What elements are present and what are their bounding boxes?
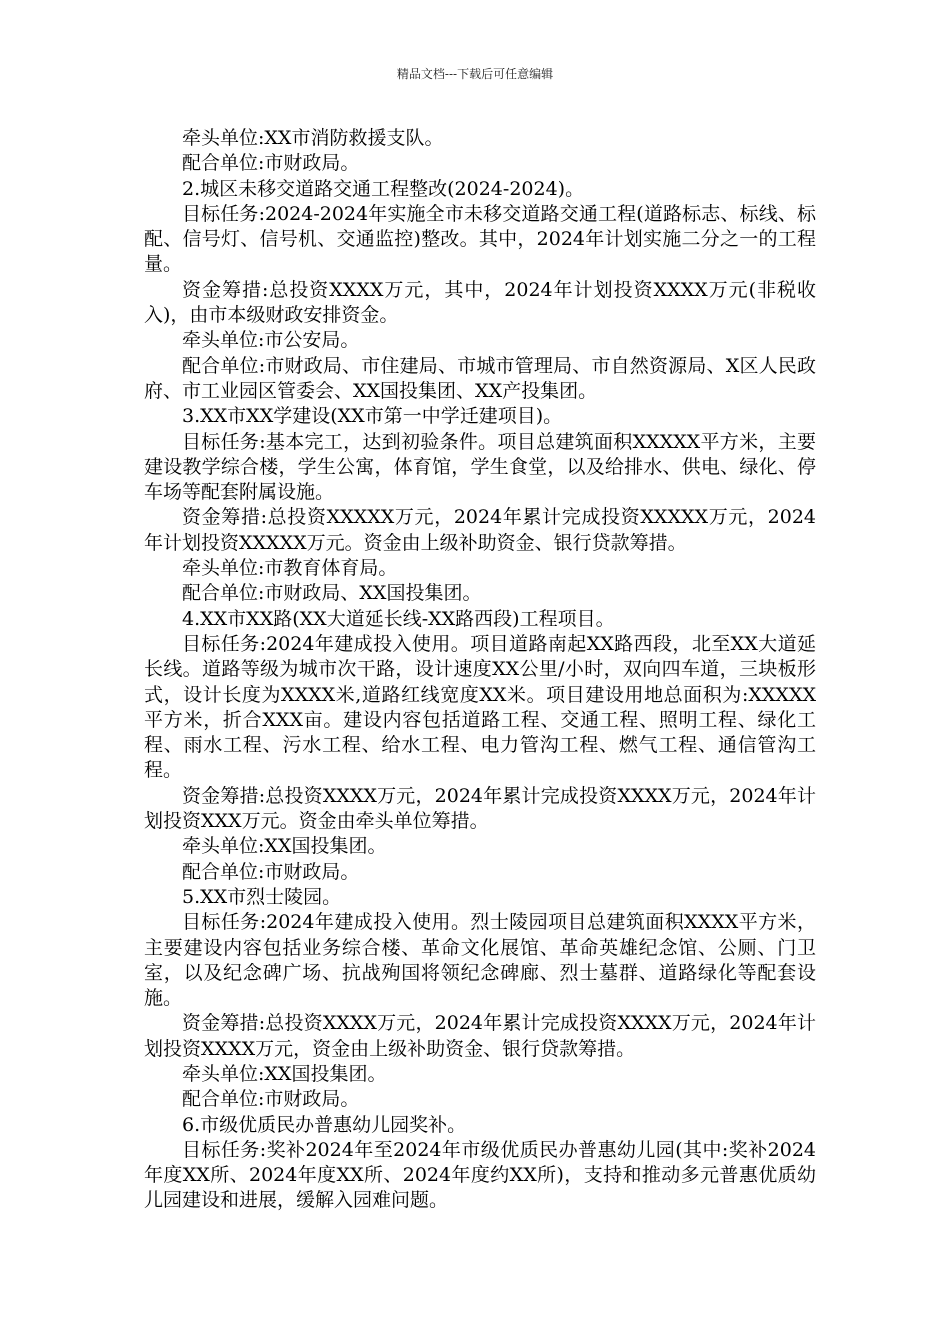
paragraph: 牵头单位:市公安局。	[182, 329, 360, 352]
paragraph: 资金筹措:总投资XXXX万元，2024年累计完成投资XXXX万元，2024年计划投资XXX万元。资金由牵头单位筹措。	[144, 784, 816, 833]
paragraph: 资金筹措:总投资XXXX万元，2024年累计完成投资XXXX万元，2024年计划投资XXXX万元，资金由上级补助资金、银行贷款筹措。	[144, 1012, 816, 1060]
section-heading: 6.市级优质民办普惠幼儿园奖补。	[182, 1113, 467, 1136]
paragraph: 目标任务:基本完工，达到初验条件。项目总建筑面积XXXXX平方米，主要建设教学综合楼，学生公寓，体育馆，学生食堂，以及给排水、供电、绿化、停车场等配套附属设施。	[144, 430, 816, 504]
paragraph: 配合单位:市财政局。	[182, 860, 360, 883]
section-heading: 4.XX市XX路(XX大道延长线-XX路西段)工程项目。	[182, 607, 615, 630]
paragraph: 配合单位:市财政局、市住建局、市城市管理局、市自然资源局、X区人民政府、市工业园区管委会、XX国投集团、XX产投集团。	[144, 354, 816, 402]
paragraph: 牵头单位:市教育体育局。	[182, 557, 398, 580]
paragraph: 配合单位:市财政局。	[182, 1088, 360, 1111]
paragraph: 牵头单位:XX国投集团。	[182, 835, 387, 858]
paragraph: 牵头单位:XX国投集团。	[182, 1062, 387, 1085]
paragraph: 牵头单位:XX市消防救援支队。	[182, 127, 444, 149]
section-heading: 2.城区未移交道路交通工程整改(2024-2024)。	[182, 177, 585, 200]
paragraph: 目标任务:奖补2024年至2024年市级优质民办普惠幼儿园(其中:奖补2024年度XX所、2024年度XX所、2024年度约XX所)，支持和推动多元普惠优质幼儿园建设和进展，缓解入园难问题。	[144, 1138, 816, 1212]
section-heading: 5.XX市烈士陵园。	[182, 885, 342, 908]
page-header: 精品文档---下载后可任意编辑	[396, 67, 554, 81]
document-body	[144, 126, 816, 1214]
paragraph: 目标任务:2024-2024年实施全市未移交道路交通工程(道路标志、标线、标配、信号灯、信号机、交通监控)整改。其中，2024年计划实施二分之一的工程量。	[144, 202, 816, 276]
paragraph: 资金筹措:总投资XXXXX万元，2024年累计完成投资XXXXX万元，2024年计划投资XXXXX万元。资金由上级补助资金、银行贷款筹措。	[144, 506, 816, 554]
paragraph: 目标任务:2024年建成投入使用。项目道路南起XX路西段，北至XX大道延长线。道路等级为城市次干路，设计速度XX公里/小时，双向四车道，三块板形式，设计长度为XXXX米,道路红线宽度XX米。项目建设用地总面积为:XXXXX平方米，折合XXX亩。建设内容包括道路工程、交通工程、照明工程、绿化工程、雨水工程、污水工程、给水工程、电力管沟工程、燃气工程、通信管沟工程。	[144, 632, 816, 782]
paragraph: 配合单位:市财政局、XX国投集团。	[182, 582, 482, 605]
paragraph: 资金筹措:总投资XXXX万元，其中，2024年计划投资XXXX万元(非税收入)，由市本级财政安排资金。	[144, 278, 816, 327]
paragraph: 配合单位:市财政局。	[182, 152, 360, 175]
section-heading: 3.XX市XX学建设(XX市第一中学迁建项目)。	[182, 405, 563, 428]
paragraph: 目标任务:2024年建成投入使用。烈士陵园项目总建筑面积XXXX平方米，主要建设内容包括业务综合楼、革命文化展馆、革命英雄纪念馆、公厕、门卫室，以及纪念碑广场、抗战殉国将领纪念碑廊、烈士墓群、道路绿化等配套设施。	[144, 911, 816, 1010]
